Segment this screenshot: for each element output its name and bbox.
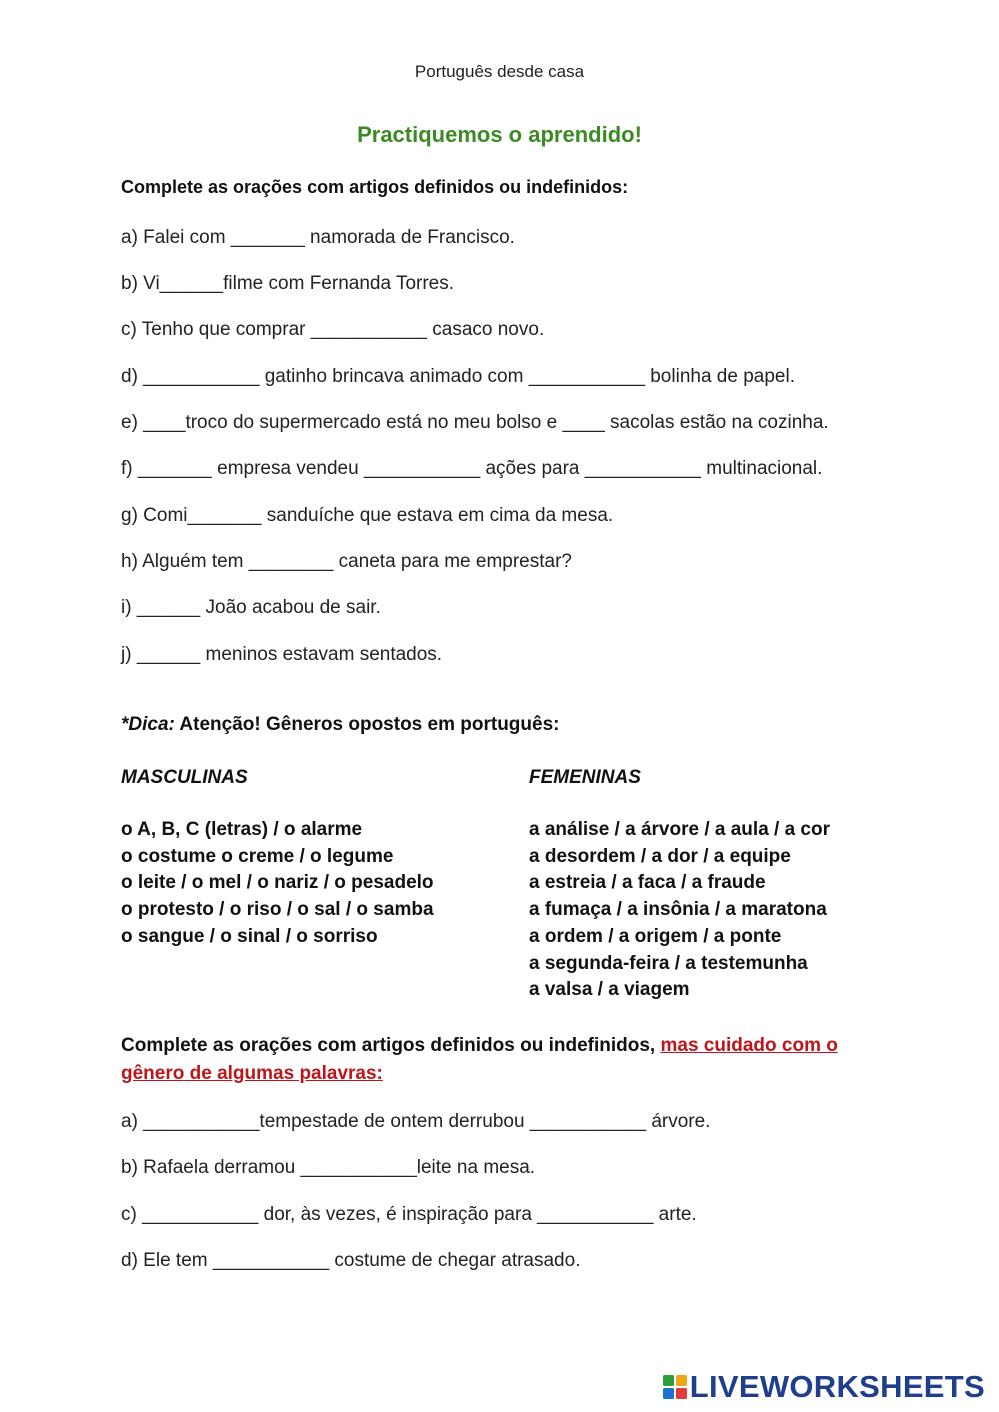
femeninas-line: a análise / a árvore / a aula / a cor [529, 819, 831, 840]
exercise2-item-d: d) Ele tem ___________ costume de chegar atrasado. [121, 1250, 581, 1271]
masculinas-line: o costume o creme / o legume [121, 845, 394, 867]
tip-label: *Dica: [121, 714, 175, 735]
page-title: Practiquemos o aprendido! [357, 122, 642, 147]
femeninas-heading: FEMENINAS [529, 767, 641, 788]
masculinas-line: o sangue / o sinal / o sorriso [121, 925, 378, 947]
tip-text: Atenção! Gêneros opostos em português: [174, 714, 560, 735]
exercise-item-e: e) ____troco do supermercado está no meu bolso e ____ sacolas estão na cozinha. [121, 412, 829, 433]
section2-instruction-text: Complete as orações com artigos definidos ou indefinidos, [121, 1035, 661, 1056]
femeninas-line: a fumaça / a insônia / a maratona [529, 899, 827, 921]
masculinas-list [121, 817, 434, 951]
exercise-item-h: h) Alguém tem ________ caneta para me emprestar? [121, 551, 572, 572]
femeninas-line: a desordem / a dor / a equipe [529, 845, 791, 867]
femeninas-line: a valsa / a viagem [529, 979, 690, 1001]
exercise-item-f: f) _______ empresa vendeu ___________ ações para ___________ multinacional. [121, 458, 823, 479]
liveworksheets-logo-text: LIVEWORKSHEETS [689, 1369, 985, 1404]
exercise2-item-a: a) ___________tempestade de ontem derrubou ___________ árvore. [121, 1111, 711, 1132]
exercise-item-i: i) ______ João acabou de sair. [121, 597, 381, 618]
masculinas-line: o protesto / o riso / o sal / o samba [121, 899, 434, 921]
exercise-item-j: j) ______ meninos estavam sentados. [121, 644, 443, 665]
tip-line [121, 714, 559, 736]
femeninas-line: a ordem / a origem / a ponte [529, 925, 782, 947]
section2-warning: mas cuidado com o gênero de algumas palavras: [121, 1035, 838, 1084]
exercise2-item-b: b) Rafaela derramou ___________leite na mesa. [121, 1157, 536, 1178]
section2-instruction [121, 1032, 881, 1088]
femeninas-line: a segunda-feira / a testemunha [529, 952, 808, 974]
exercise-item-b: b) Vi______filme com Fernanda Torres. [121, 273, 455, 294]
liveworksheets-logo-icon [663, 1375, 687, 1399]
masculinas-line: o leite / o mel / o nariz / o pesadelo [121, 872, 434, 894]
exercise-item-c: c) Tenho que comprar ___________ casaco novo. [121, 319, 545, 340]
exercise-item-d: d) ___________ gatinho brincava animado com ___________ bolinha de papel. [121, 366, 795, 387]
femeninas-list [529, 817, 830, 1004]
page-header: Português desde casa [414, 62, 585, 81]
masculinas-line: o A, B, C (letras) / o alarme [121, 819, 363, 840]
exercise-item-a: a) Falei com _______ namorada de Francisco. [121, 227, 515, 248]
exercise-item-g: g) Comi_______ sanduíche que estava em cima da mesa. [121, 505, 614, 526]
masculinas-heading: MASCULINAS [121, 767, 248, 788]
section1-instruction: Complete as orações com artigos definidos ou indefinidos: [121, 177, 629, 197]
femeninas-line: a estreia / a faca / a fraude [529, 872, 766, 894]
exercise2-item-c: c) ___________ dor, às vezes, é inspiração para ___________ arte. [121, 1204, 697, 1225]
liveworksheets-logo [663, 1370, 985, 1404]
